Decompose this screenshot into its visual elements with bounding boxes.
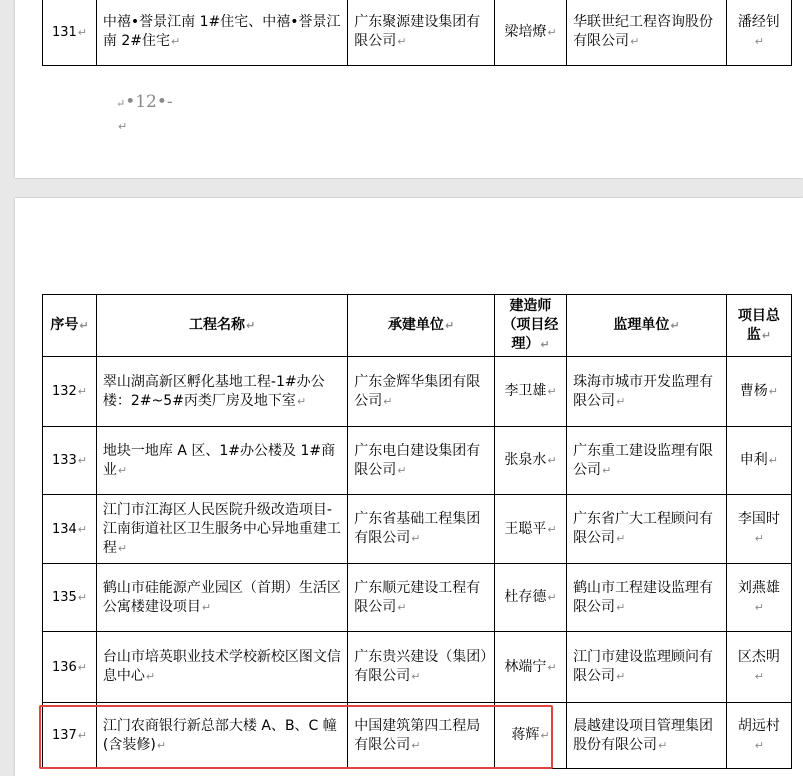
document-page-1 — [15, 0, 803, 178]
cell-project-name: 鹤山市硅能源产业园区（首期）生活区公寓楼建设项目↵ — [96, 564, 347, 632]
cell-supervisor: 广东重工建设监理有限公司↵ — [567, 427, 727, 495]
paragraph-mark: ↵ — [118, 120, 128, 133]
table-row — [43, 0, 792, 66]
cell-director: 区杰明↵ — [726, 632, 791, 703]
cell-director: 潘经钊↵ — [726, 0, 791, 66]
highlight-box — [39, 705, 553, 769]
cell-no: 135↵ — [43, 564, 97, 632]
cell-manager: 李卫雄↵ — [494, 357, 566, 427]
cell-contractor: 广东金辉华集团有限公司↵ — [348, 357, 495, 427]
cell-contractor: 广东顺元建设工程有限公司↵ — [348, 564, 495, 632]
cell-manager: 杜存德↵ — [494, 564, 566, 632]
page-number: ↵•12•- — [116, 92, 173, 112]
table-row — [43, 495, 792, 564]
table-header-row — [43, 295, 792, 357]
table-row — [43, 427, 792, 495]
project-table-continued — [42, 0, 792, 66]
document-page-2 — [15, 198, 803, 776]
cell-project-name: 江门市江海区人民医院升级改造项目-江南街道社区卫生服务中心异地重建工程↵ — [96, 495, 347, 564]
cell-director: 刘燕雄↵ — [726, 564, 791, 632]
cell-contractor: 广东电白建设集团有限公司↵ — [348, 427, 495, 495]
cell-supervisor: 广东省广大工程顾问有限公司↵ — [567, 495, 727, 564]
cell-director: 曹杨↵ — [726, 357, 791, 427]
cell-supervisor: 晨越建设项目管理集团股份有限公司↵ — [567, 703, 727, 769]
cell-supervisor: 华联世纪工程咨询股份有限公司↵ — [567, 0, 727, 66]
cell-director: 胡远村↵ — [726, 703, 791, 769]
cell-manager: 梁培燎↵ — [494, 0, 566, 66]
cell-contractor: 广东贵兴建设（集团）有限公司↵ — [348, 632, 495, 703]
cell-supervisor: 珠海市城市开发监理有限公司↵ — [567, 357, 727, 427]
cell-director: 李国时↵ — [726, 495, 791, 564]
table-row — [43, 357, 792, 427]
cell-supervisor: 江门市建设监理顾问有限公司↵ — [567, 632, 727, 703]
cell-no: 137↵ — [43, 703, 97, 769]
table-row — [43, 632, 792, 703]
cell-no: 134↵ — [43, 495, 97, 564]
header-no: 序号↵ — [43, 295, 97, 357]
cell-no: 132↵ — [43, 357, 97, 427]
cell-project-name: 台山市培英职业技术学校新校区图文信息中心↵ — [96, 632, 347, 703]
cell-project-name: 地块一地库 A 区、1#办公楼及 1#商业↵ — [96, 427, 347, 495]
cell-director: 申利↵ — [726, 427, 791, 495]
cell-no: 133↵ — [43, 427, 97, 495]
project-table — [42, 294, 792, 769]
header-supervisor: 监理单位↵ — [567, 295, 727, 357]
cell-manager: 张泉水↵ — [494, 427, 566, 495]
cell-manager: 王聪平↵ — [494, 495, 566, 564]
header-director: 项目总监↵ — [726, 295, 791, 357]
cell-project-name: 江门农商银行新总部大楼 A、B、C 幢(含装修)↵ — [96, 703, 347, 769]
cell-contractor: 广东聚源建设集团有限公司↵ — [348, 0, 495, 66]
cell-project-name: 翠山湖高新区孵化基地工程-1#办公楼：2#~5#丙类厂房及地下室↵ — [96, 357, 347, 427]
cell-project-name: 中禧•誉景江南 1#住宅、中禧•誉景江南 2#住宅↵ — [96, 0, 347, 66]
cell-contractor: 中国建筑第四工程局有限公司↵ — [348, 703, 495, 769]
table-row — [43, 564, 792, 632]
cell-no: 131↵ — [43, 0, 97, 66]
cell-manager: 蒋辉↵ — [494, 703, 566, 769]
cell-supervisor: 鹤山市工程建设监理有限公司↵ — [567, 564, 727, 632]
cell-no: 136↵ — [43, 632, 97, 703]
cell-contractor: 广东省基础工程集团有限公司↵ — [348, 495, 495, 564]
cell-manager: 林端宁↵ — [494, 632, 566, 703]
header-manager: 建造师（项目经理）↵ — [494, 295, 566, 357]
header-project-name: 工程名称↵ — [96, 295, 347, 357]
header-contractor: 承建单位↵ — [348, 295, 495, 357]
